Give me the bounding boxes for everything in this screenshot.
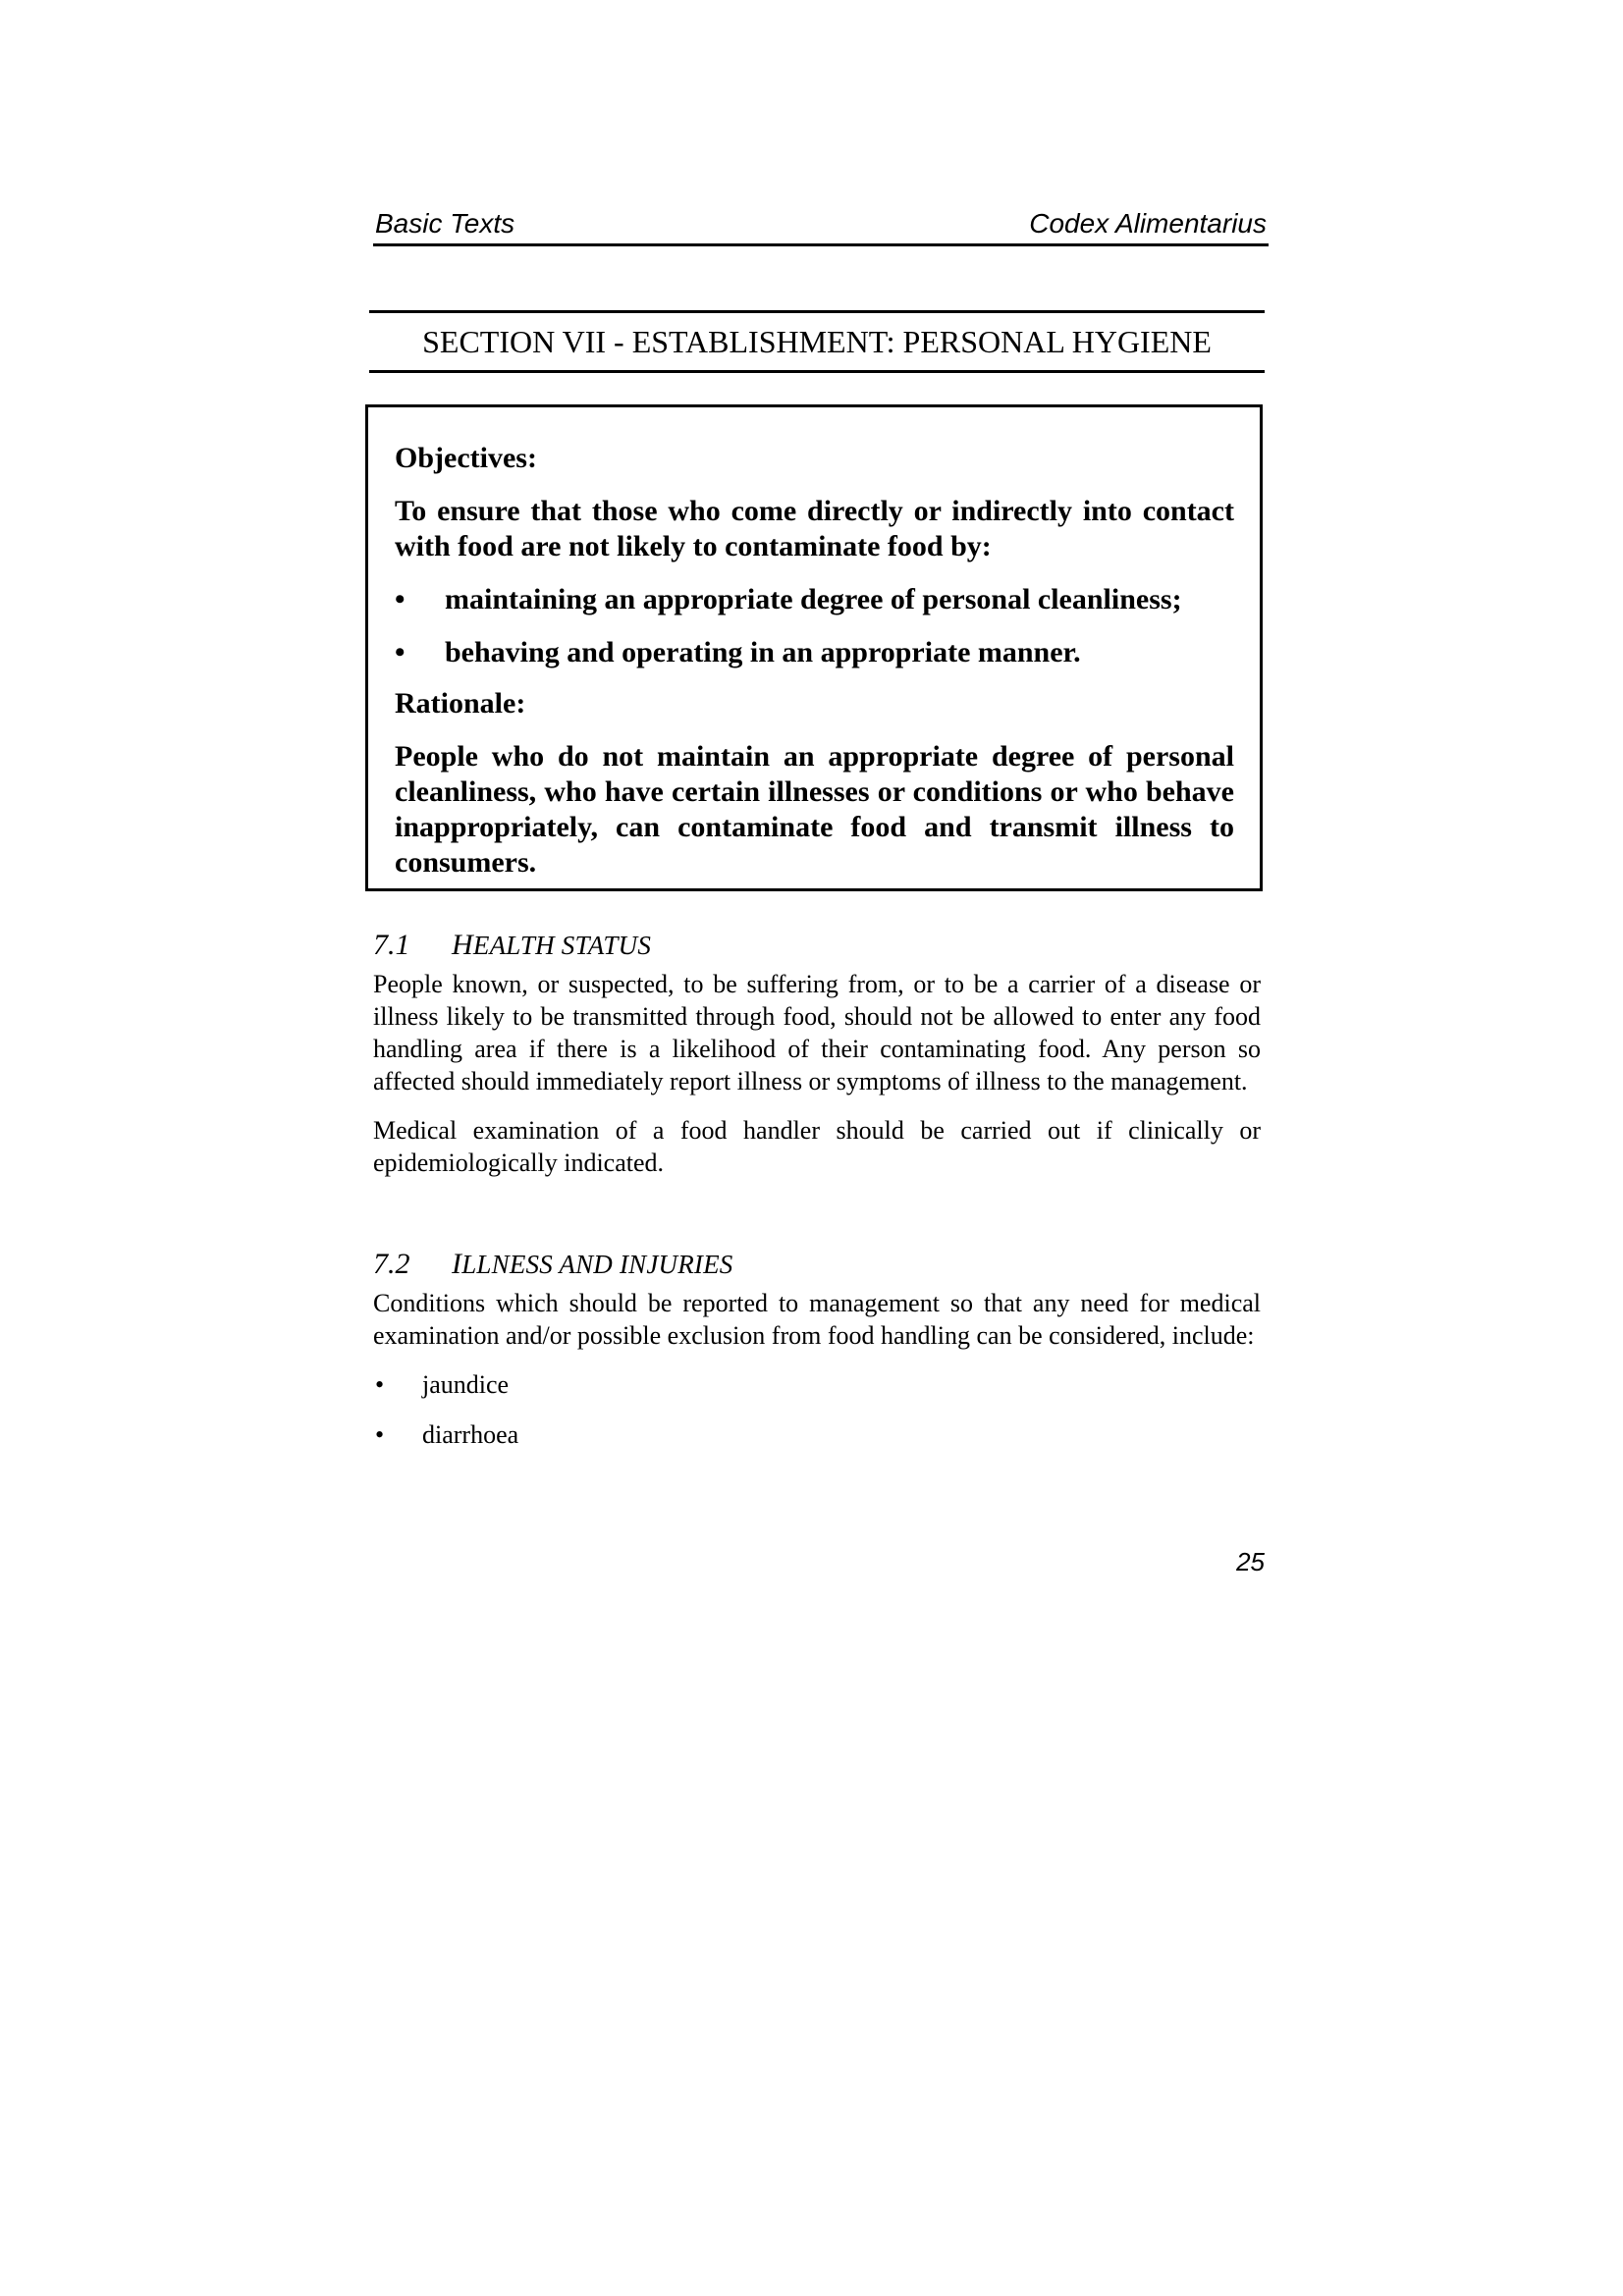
objectives-list-item: • behaving and operating in an appropriate manner. — [395, 635, 1234, 670]
rationale-text: People who do not maintain an appropriate degree of personal cleanliness, who have certain illnesses or conditions or who behave inappropriately, can contaminate food and transmit illness to consumers. — [395, 740, 1234, 879]
header-right-text: Codex Alimentarius — [1029, 208, 1267, 239]
subsection-number: 7.1 — [373, 929, 410, 961]
subsection-title: HEALTH STATUS — [452, 929, 652, 961]
list-item: • diarrhoea — [373, 1418, 1261, 1451]
section-7-2 — [373, 1248, 1261, 1468]
subsection-number: 7.2 — [373, 1248, 410, 1280]
page-number: 25 — [1236, 1547, 1265, 1576]
paragraph: People known, or suspected, to be suffering from, or to be a carrier of a disease or illness likely to be transmitted through food, should not be allowed to enter any food handling area if there is a likelihood of their contaminating food. Any person so affected should immediately report illness or symptoms of illness to the management. — [373, 970, 1261, 1095]
subsection-title: ILLNESS AND INJURIES — [452, 1248, 733, 1280]
section-7-1 — [373, 929, 1261, 1179]
section-title: SECTION VII - ESTABLISHMENT: PERSONAL HYGIENE — [369, 310, 1265, 373]
subsection-heading — [373, 1248, 1261, 1281]
rationale-heading: Rationale: — [395, 687, 526, 720]
objectives-list — [395, 582, 1234, 670]
paragraph: Medical examination of a food handler should be carried out if clinically or epidemiologically indicated. — [373, 1116, 1261, 1177]
subsection-heading — [373, 929, 1261, 962]
list-item: • jaundice — [373, 1368, 1261, 1401]
objectives-box — [365, 404, 1263, 891]
header-left-text: Basic Texts — [375, 208, 515, 239]
objectives-text: To ensure that those who come directly or indirectly into contact with food are not likely to contaminate food by: — [395, 495, 1234, 562]
running-header — [373, 204, 1269, 246]
objectives-list-item: • maintaining an appropriate degree of personal cleanliness; — [395, 582, 1234, 617]
paragraph: Conditions which should be reported to management so that any need for medical examination and/or possible exclusion from food handling can be considered, include: — [373, 1289, 1261, 1350]
conditions-list — [373, 1368, 1261, 1451]
objectives-heading: Objectives: — [395, 442, 537, 474]
